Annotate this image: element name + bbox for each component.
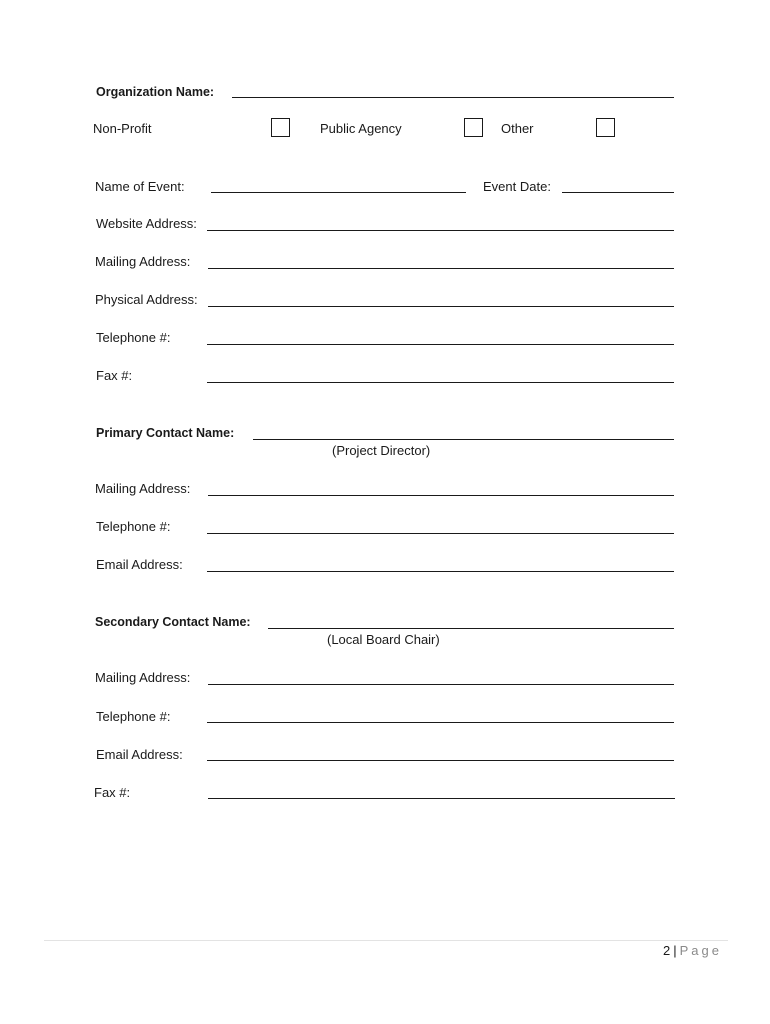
primary-contact-name-field[interactable]	[253, 439, 674, 440]
public-agency-checkbox[interactable]	[464, 118, 483, 137]
secondary-mailing-label: Mailing Address:	[95, 670, 191, 685]
page-number: 2	[663, 943, 671, 958]
other-label: Other	[501, 121, 534, 136]
secondary-telephone-label: Telephone #:	[96, 709, 171, 724]
secondary-contact-name-label: Secondary Contact Name:	[95, 615, 251, 629]
primary-email-label: Email Address:	[96, 557, 183, 572]
primary-email-field[interactable]	[207, 571, 674, 572]
mailing-address-label: Mailing Address:	[95, 254, 191, 269]
mailing-address-field[interactable]	[208, 268, 674, 269]
secondary-contact-name-field[interactable]	[268, 628, 674, 629]
secondary-fax-label: Fax #:	[94, 785, 131, 800]
website-field[interactable]	[207, 230, 674, 231]
secondary-email-field[interactable]	[207, 760, 674, 761]
secondary-contact-note: (Local Board Chair)	[327, 632, 440, 647]
secondary-mailing-field[interactable]	[208, 684, 674, 685]
event-date-field[interactable]	[562, 192, 674, 193]
page-word: Page	[679, 943, 722, 958]
fax-field[interactable]	[207, 382, 674, 383]
footer-divider	[44, 940, 728, 941]
organization-name-label: Organization Name:	[96, 85, 215, 99]
primary-mailing-field[interactable]	[208, 495, 674, 496]
primary-telephone-label: Telephone #:	[96, 519, 171, 534]
nonprofit-label: Non-Profit	[93, 121, 152, 136]
event-name-label: Name of Event:	[95, 179, 185, 194]
fax-label: Fax #:	[96, 368, 133, 383]
primary-telephone-field[interactable]	[207, 533, 674, 534]
footer-separator: |	[673, 943, 677, 958]
nonprofit-checkbox[interactable]	[271, 118, 290, 137]
primary-contact-note: (Project Director)	[332, 443, 431, 458]
physical-address-label: Physical Address:	[95, 292, 198, 307]
organization-name-field[interactable]	[232, 97, 674, 98]
telephone-field[interactable]	[207, 344, 674, 345]
primary-contact-name-label: Primary Contact Name:	[96, 426, 235, 440]
primary-mailing-label: Mailing Address:	[95, 481, 191, 496]
page-footer	[663, 943, 722, 959]
secondary-telephone-field[interactable]	[207, 722, 674, 723]
other-checkbox[interactable]	[596, 118, 615, 137]
secondary-email-label: Email Address:	[96, 747, 183, 762]
secondary-fax-field[interactable]	[208, 798, 675, 799]
website-label: Website Address:	[96, 216, 197, 231]
event-name-field[interactable]	[211, 192, 466, 193]
physical-address-field[interactable]	[208, 306, 674, 307]
event-date-label: Event Date:	[483, 179, 551, 194]
telephone-label: Telephone #:	[96, 330, 171, 345]
public-agency-label: Public Agency	[320, 121, 402, 136]
